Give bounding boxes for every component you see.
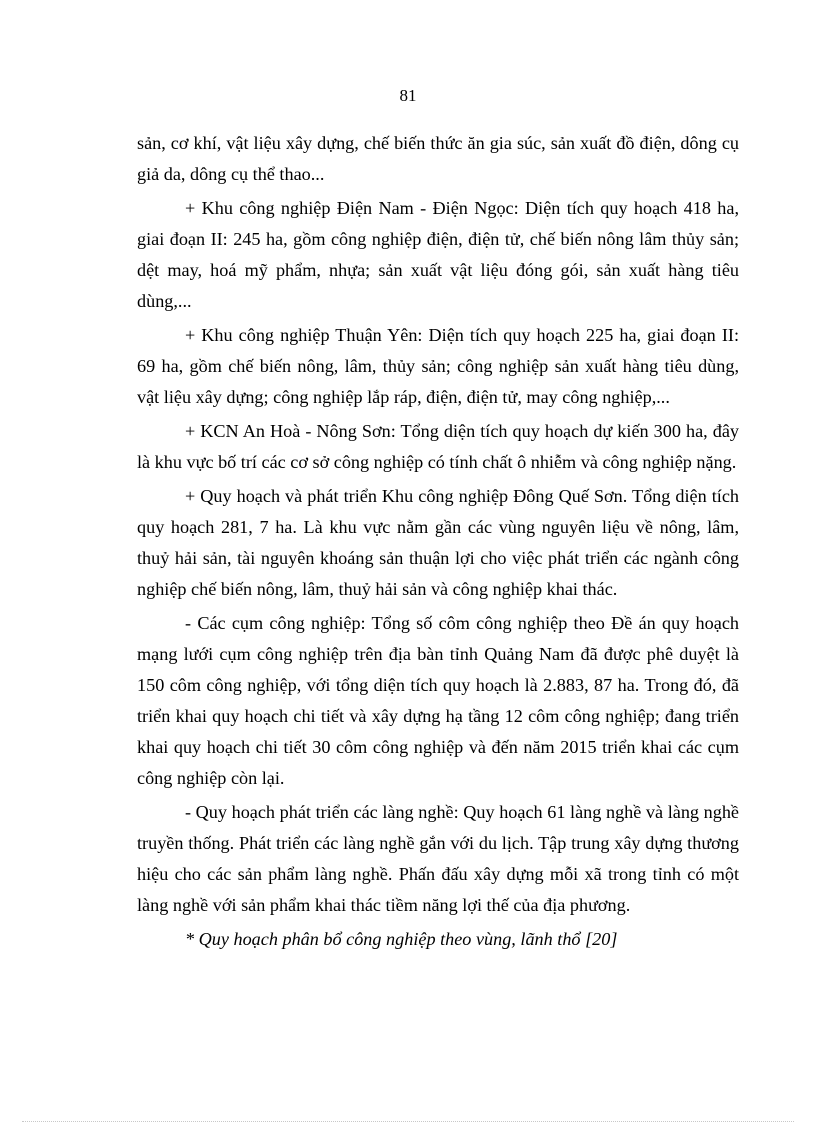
paragraph-thuan-yen: + Khu công nghiệp Thuận Yên: Diện tích quy hoạch 225 ha, giai đoạn II: 69 ha, gồm chế biến nông, lâm, thủy sản; công nghiệp sản xuất hàng tiêu dùng, vật liệu xây dựng; công nghiệp lắp ráp, điện, điện tử, may công nghiệp,... [137, 325, 739, 407]
paragraph-an-hoa-nong-son: + KCN An Hoà - Nông Sơn: Tổng diện tích quy hoạch dự kiến 300 ha, đây là khu vực bố trí các cơ sở công nghiệp có tính chất ô nhiễm và công nghiệp nặng. [137, 421, 739, 472]
page-number: 81 [399, 86, 417, 105]
page-body [137, 128, 739, 958]
page-bottom-divider [22, 1121, 794, 1122]
paragraph-industrial-clusters: - Các cụm công nghiệp: Tổng số côm công nghiệp theo Đề án quy hoạch mạng lưới cụm công nghiệp trên địa bàn tỉnh Quảng Nam đã được phê duyệt là 150 côm công nghiệp, với tổng diện tích quy hoạch là 2.883, 87 ha. Trong đó, đã triển khai quy hoạch chi tiết và xây dựng hạ tầng 12 côm công nghiệp; đang triển khai quy hoạch chi tiết 30 côm công nghiệp và đến năm 2015 triển khai các cụm công nghiệp còn lại. [137, 613, 739, 788]
paragraph-dien-nam-dien-ngoc: + Khu công nghiệp Điện Nam - Điện Ngọc: Diện tích quy hoạch 418 ha, giai đoạn II: 245 ha, gồm công nghiệp điện, điện tử, chế biến nông lâm thủy sản; dệt may, hoá mỹ phẩm, nhựa; sản xuất vật liệu đóng gói, sản xuất hàng tiêu dùng,... [137, 198, 739, 311]
paragraph-craft-villages: - Quy hoạch phát triển các làng nghề: Quy hoạch 61 làng nghề và làng nghề truyền thống. Phát triển các làng nghề gắn với du lịch. Tập trung xây dựng thương hiệu cho các sản phẩm làng nghề. Phấn đấu xây dựng mỗi xã trong tỉnh có một làng nghề với sản phẩm khai thác tiềm năng lợi thế của địa phương. [137, 802, 739, 915]
paragraph-dong-que-son: + Quy hoạch và phát triển Khu công nghiệp Đông Quế Sơn. Tổng diện tích quy hoạch 281, 7 ha. Là khu vực nằm gần các vùng nguyên liệu về nông, lâm, thuỷ hải sản, tài nguyên khoáng sản thuận lợi cho việc phát triển các ngành công nghiệp chế biến nông, lâm, thuỷ hải sản và công nghiệp khai thác. [137, 486, 739, 599]
paragraph-continuation: sản, cơ khí, vật liệu xây dựng, chế biến thức ăn gia súc, sản xuất đồ điện, dông cụ giả da, dông cụ thể thao... [137, 133, 739, 184]
section-heading-regional-allocation: * Quy hoạch phân bổ công nghiệp theo vùng, lãnh thổ [20] [185, 929, 618, 949]
